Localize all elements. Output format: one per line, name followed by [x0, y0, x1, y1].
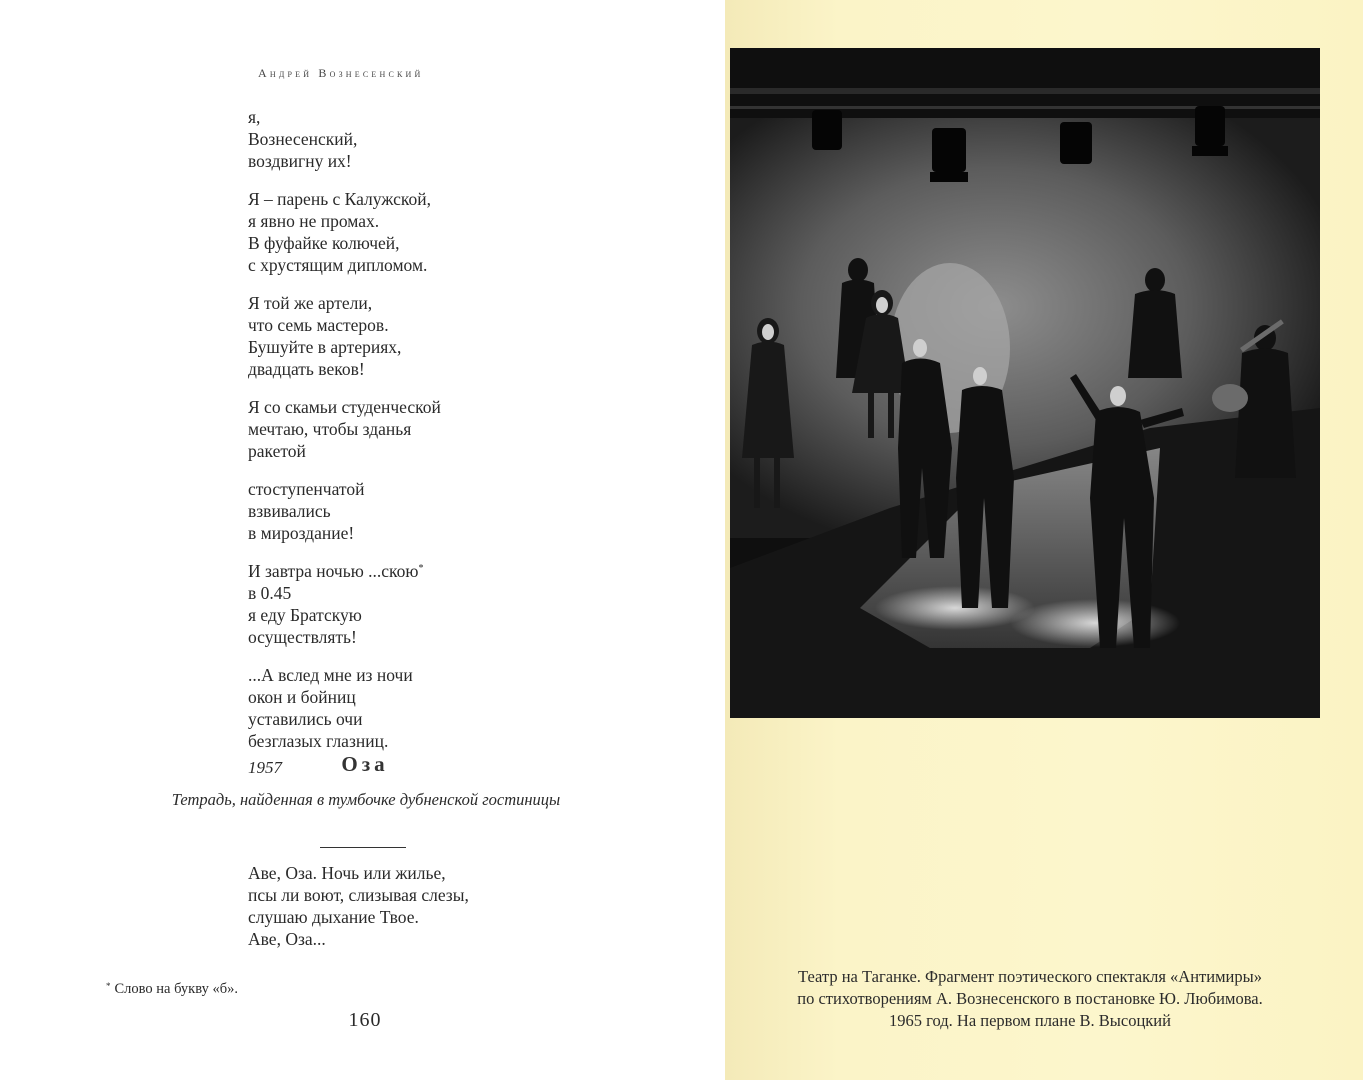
poem-line-with-footnote [248, 560, 668, 582]
poem-line: стоступенчатой [248, 479, 365, 499]
stanza [248, 188, 668, 276]
poem-line: в 0.45 [248, 583, 292, 603]
stanza [248, 106, 668, 172]
poem-line: в мироздание! [248, 523, 355, 543]
poem-line: псы ли воют, слизывая слезы, [248, 885, 469, 905]
divider-rule [320, 847, 406, 848]
poem-line-text: И завтра ночью ...скою [248, 561, 419, 581]
running-head: Андрей Вознесенский [258, 66, 424, 80]
footnote-mark: * [106, 981, 111, 991]
poem-line: воздвигну их! [248, 151, 352, 171]
caption-line: Театр на Таганке. Фрагмент поэтического спектакля «Антимиры» [798, 967, 1262, 986]
oza-subtitle: Тетрадь, найденная в тумбочке дубненской гостиницы [171, 790, 561, 809]
oza-poem-text [248, 862, 668, 966]
poem-line: уставились очи [248, 709, 363, 729]
poem-line: окон и бойниц [248, 687, 356, 707]
poem-line: Бушуйте в артериях, [248, 337, 402, 357]
poem-line: Аве, Оза... [248, 929, 326, 949]
photo-caption [735, 966, 1325, 1032]
poem-line: осуществлять! [248, 627, 357, 647]
poem-line: я, [248, 107, 261, 127]
stage-photo [730, 48, 1320, 718]
poem-text [248, 106, 668, 778]
poem-line: что семь мастеров. [248, 315, 389, 335]
poem-line: Аве, Оза. Ночь или жилье, [248, 863, 446, 883]
stanza [248, 664, 668, 752]
poem-line: с хрустящим дипломом. [248, 255, 428, 275]
footnote-mark: * [418, 563, 424, 574]
stanza [248, 560, 668, 648]
footnote [106, 981, 238, 998]
caption-line: по стихотворениям А. Вознесенского в постановке Ю. Любимова. [797, 989, 1263, 1008]
oza-title: Оза [341, 752, 389, 776]
stage-photo-illustration [730, 48, 1320, 718]
stanza [248, 478, 668, 544]
poem-line: мечтаю, чтобы зданья [248, 419, 412, 439]
poem-line: я явно не промах. [248, 211, 380, 231]
footnote-text: Слово на букву «б». [114, 981, 238, 997]
stanza [248, 292, 668, 380]
page-number: 160 [348, 1009, 382, 1031]
poem-line: Вознесенский, [248, 129, 358, 149]
stanza [248, 396, 668, 462]
caption-line: 1965 год. На первом плане В. Высоцкий [889, 1011, 1171, 1030]
poem-line: безглазых глазниц. [248, 731, 389, 751]
poem-line: взвивались [248, 501, 331, 521]
poem-line: Я той же артели, [248, 293, 373, 313]
poem-line: я еду Братскую [248, 605, 362, 625]
right-page [725, 0, 1363, 1080]
poem-line: В фуфайке колючей, [248, 233, 400, 253]
poem-line: Я – парень с Калужской, [248, 189, 431, 209]
poem-line: двадцать веков! [248, 359, 365, 379]
stanza [248, 862, 668, 950]
poem-line: ракетой [248, 441, 306, 461]
poem-date: 1957 [248, 758, 282, 777]
poem-line: ...А вслед мне из ночи [248, 665, 413, 685]
poem-line: слушаю дыхание Твое. [248, 907, 419, 927]
poem-line: Я со скамьи студенческой [248, 397, 441, 417]
